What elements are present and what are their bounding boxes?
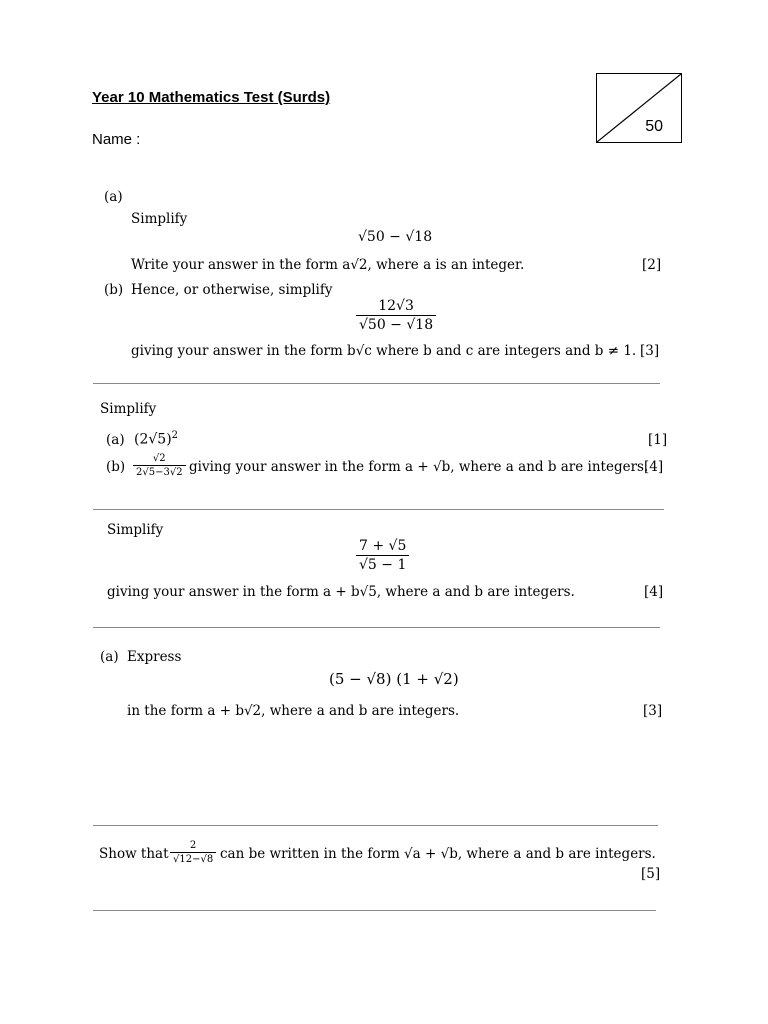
q2-part-b-label: (b) xyxy=(106,459,126,475)
q2-marks-a: [1] xyxy=(648,432,668,448)
q2-giving: giving your answer in the form a + √b, where a and b are integers. xyxy=(189,459,649,475)
q5-text: can be written in the form √a + √b, where a and b are integers. xyxy=(220,846,656,862)
q2-simplify: Simplify xyxy=(100,401,157,417)
q1-part-a-label: (a) xyxy=(104,189,123,205)
q2-part-a-label: (a) xyxy=(106,432,125,448)
q1-hence: Hence, or otherwise, simplify xyxy=(131,282,333,298)
q4-marks: [3] xyxy=(643,703,663,719)
q5-marks: [5] xyxy=(641,866,661,882)
q1-part-b-label: (b) xyxy=(104,282,124,298)
q1-marks-b: [3] xyxy=(640,343,660,359)
q2-marks-b: [4] xyxy=(644,459,664,475)
divider xyxy=(93,825,658,826)
divider xyxy=(93,383,660,384)
q4-part-a-label: (a) xyxy=(100,649,119,665)
name-label: Name : xyxy=(92,131,141,148)
q3-fraction xyxy=(356,538,409,573)
score-box xyxy=(596,73,682,143)
q1-instruction: Write your answer in the form a√2, where a is an integer. xyxy=(131,257,525,273)
q1-simplify: Simplify xyxy=(131,211,188,227)
q5-show-that: Show that xyxy=(99,846,169,862)
q1-expression: √50 − √18 xyxy=(358,229,433,245)
q2-base: (2√5) xyxy=(134,431,172,448)
q3-fraction-denominator: √5 − 1 xyxy=(356,555,409,573)
q1-marks-a: [2] xyxy=(642,257,662,273)
q3-giving: giving your answer in the form a + b√5, where a and b are integers. xyxy=(107,584,575,600)
q4-form: in the form a + b√2, where a and b are integers. xyxy=(127,703,460,719)
page-title: Year 10 Mathematics Test (Surds) xyxy=(92,89,331,106)
q3-fraction-numerator: 7 + √5 xyxy=(359,538,407,554)
q3-marks: [4] xyxy=(644,584,664,600)
q2-fraction-numerator: √2 xyxy=(152,453,166,464)
q3-simplify: Simplify xyxy=(107,522,164,538)
score-total: 50 xyxy=(645,118,663,135)
divider xyxy=(93,627,660,628)
divider xyxy=(93,509,664,510)
q4-expression: (5 − √8) (1 + √2) xyxy=(329,670,459,688)
divider xyxy=(93,910,656,911)
q2-fraction-denominator: 2√5−3√2 xyxy=(133,465,186,478)
q2-fraction xyxy=(133,453,186,478)
q4-express: Express xyxy=(127,649,182,665)
score-box-diagonal xyxy=(597,74,681,142)
q1-fraction xyxy=(356,298,436,333)
q2-exponent: 2 xyxy=(171,430,179,441)
q5-fraction-numerator: 2 xyxy=(189,840,197,851)
q5-fraction xyxy=(170,840,216,865)
q2-expression-a xyxy=(134,430,178,448)
q1-fraction-numerator: 12√3 xyxy=(378,298,414,314)
q1-fraction-denominator: √50 − √18 xyxy=(356,315,436,333)
q5-fraction-denominator: √12−√8 xyxy=(170,852,216,865)
q1-giving: giving your answer in the form b√c where b and c are integers and b ≠ 1. xyxy=(131,343,637,359)
